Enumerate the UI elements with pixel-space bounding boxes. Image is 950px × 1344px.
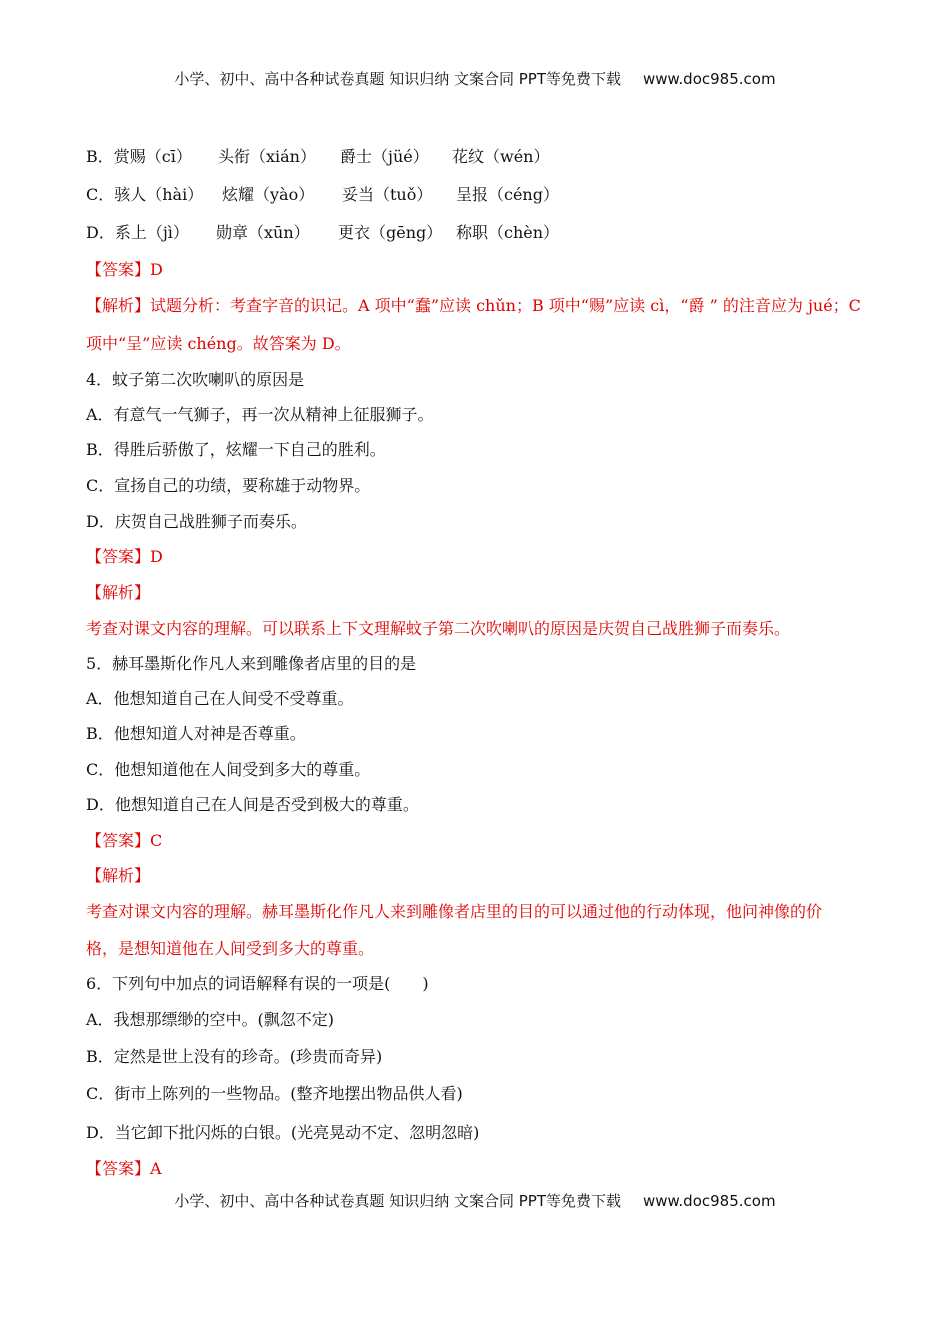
q3-row-d-4: 称职（chèn） xyxy=(456,223,560,242)
q5-analysis-label: 【解析】 xyxy=(86,866,151,885)
q4-answer: 【答案】D xyxy=(86,547,163,566)
q6-option-b: B．定然是世上没有的珍奇。(珍贵而奇异) xyxy=(86,1047,383,1066)
q6-stem: 6．下列句中加点的词语解释有误的一项是( ) xyxy=(86,974,429,993)
q3-analysis-2: 项中“呈”应读 chéng。故答案为 D。 xyxy=(86,334,351,353)
footer-site: www.doc985.com xyxy=(642,1192,776,1210)
q6-option-a: A．我想那缥缈的空中。(飘忽不定) xyxy=(86,1010,335,1029)
q4-option-b: B．得胜后骄傲了，炫耀一下自己的胜利。 xyxy=(86,440,386,459)
q3-row-b-3: 爵士（jüé） xyxy=(340,147,429,166)
q5-option-d: D．他想知道自己在人间是否受到极大的尊重。 xyxy=(86,795,419,814)
q5-analysis-2: 格，是想知道他在人间受到多大的尊重。 xyxy=(86,939,375,958)
q6-option-c: C．街市上陈列的一些物品。(整齐地摆出物品供人看) xyxy=(86,1084,463,1103)
q3-row-d-2: 勋章（xūn） xyxy=(216,223,310,242)
q5-option-b: B．他想知道人对神是否尊重。 xyxy=(86,724,306,743)
page-footer xyxy=(0,1190,950,1211)
q6-option-d: D．当它卸下批闪烁的白银。(光亮晃动不定、忽明忽暗) xyxy=(86,1123,480,1142)
q3-row-b-4: 花纹（wén） xyxy=(452,147,550,166)
page-header xyxy=(0,68,950,89)
q3-row-d-3: 更衣（gēng） xyxy=(338,223,443,242)
q5-option-a: A．他想知道自己在人间受不受尊重。 xyxy=(86,689,354,708)
q3-analysis-1: 【解析】试题分析：考查字音的识记。A 项中“蠢”应读 chǔn；B 项中“赐”应读 cì，“爵 ” 的注音应为 jué；C xyxy=(86,296,861,315)
q3-row-d-1: D．系上（jì） xyxy=(86,223,189,242)
q4-option-a: A．有意气一气狮子，再一次从精神上征服狮子。 xyxy=(86,405,434,424)
q3-answer: 【答案】D xyxy=(86,260,163,279)
header-text: 小学、初中、高中各种试卷真题 知识归纳 文案合同 PPT等免费下载 xyxy=(174,70,621,88)
q5-option-c: C．他想知道他在人间受到多大的尊重。 xyxy=(86,760,371,779)
q6-answer: 【答案】A xyxy=(86,1159,162,1178)
q3-row-b-1: B．赏赐（cī） xyxy=(86,147,192,166)
q5-answer: 【答案】C xyxy=(86,831,163,850)
q5-analysis-1: 考查对课文内容的理解。赫耳墨斯化作凡人来到雕像者店里的目的可以通过他的行动体现，他问神像的价 xyxy=(86,902,823,921)
q3-row-b-2: 头衔（xián） xyxy=(218,147,316,166)
q3-row-c-2: 炫耀（yào） xyxy=(222,185,315,204)
q3-row-c-3: 妥当（tuǒ） xyxy=(342,185,433,204)
q4-analysis-label: 【解析】 xyxy=(86,583,151,602)
q4-analysis: 考查对课文内容的理解。可以联系上下文理解蚊子第二次吹喇叭的原因是庆贺自己战胜狮子而奏乐。 xyxy=(86,619,791,638)
q4-stem: 4．蚊子第二次吹喇叭的原因是 xyxy=(86,370,305,389)
q4-option-c: C．宣扬自己的功绩，要称雄于动物界。 xyxy=(86,476,371,495)
footer-text: 小学、初中、高中各种试卷真题 知识归纳 文案合同 PPT等免费下载 xyxy=(174,1192,621,1210)
q5-stem: 5．赫耳墨斯化作凡人来到雕像者店里的目的是 xyxy=(86,654,417,673)
q3-row-c-4: 呈报（céng） xyxy=(456,185,559,204)
header-site: www.doc985.com xyxy=(642,70,776,88)
q3-row-c-1: C．骇人（hài） xyxy=(86,185,204,204)
q4-option-d: D．庆贺自己战胜狮子而奏乐。 xyxy=(86,512,307,531)
